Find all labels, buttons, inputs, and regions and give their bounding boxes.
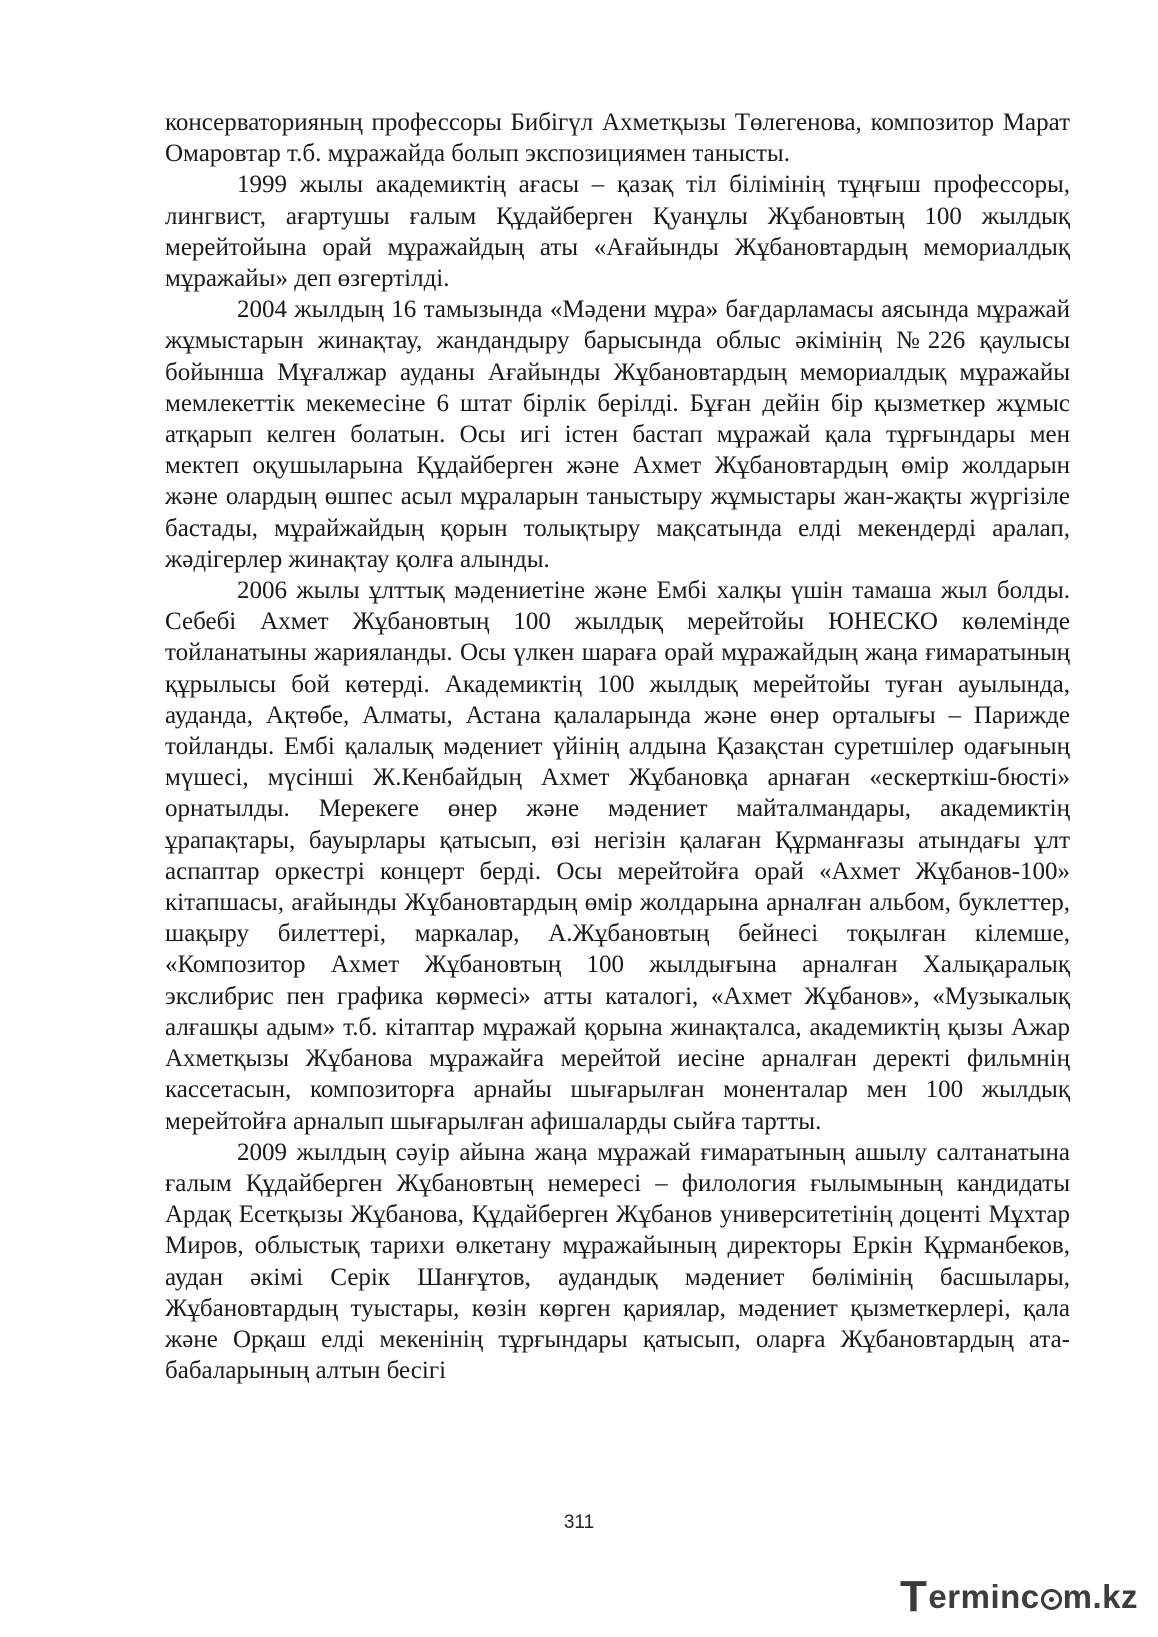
logo-text-start: erminc [928, 1578, 1040, 1615]
page-number: 311 [563, 1512, 595, 1533]
paragraph-5: 2009 жылдың сәуір айына жаңа мұражай ғимаратының ашылу салтанатына ғалым Құдайберген Жұбановтың немересі – филология ғылымының кандидаты Ардақ Есетқызы Жұбанова, Құдайберген Жұбанов университетінің доценті Мұхтар Миров, облыстық тарихи өлкетану мұражайының директоры Еркін Құрманбеков, аудан әкімі Серік Шанғұтов, аудандық мәдениет бөлімінің басшылары, Жұбановтардың туыстары, көзін көрген қариялар, мәдениет қызметкерлері, қала және Орқаш елді мекенінің тұрғындары қатысып, оларға Жұбановтардың ата-бабаларының алтын бесігі [165, 1138, 1070, 1385]
termincom-logo [900, 1574, 1138, 1620]
paragraph-2: 1999 жылы академиктің ағасы – қазақ тіл білімінің тұңғыш профессоры, лингвист, ағартушы ғалым Құдайберген Қуанұлы Жұбановтың 100 жылдық мерейтойына орай мұражайдың аты «Ағайынды Жұбановтардың мемориалдық мұражайы» деп өзгертілді. [165, 171, 1070, 293]
logo-text-end: m.kz [1062, 1578, 1138, 1615]
paragraph-3: 2004 жылдың 16 тамызында «Мәдени мұра» бағдарламасы аясында мұражай жұмыстарын жинақтау, жандандыру барысында облыс әкімінің №226 қаулысы бойынша Мұғалжар ауданы Ағайынды Жұбановтардың мемориалдық мұражайы мемлекеттік мекемесіне 6 штат бірлік берілді. Бұған дейін бір қызметкер жұмыс атқарып келген болатын. Осы игі істен бастап мұражай қала тұрғындары мен мектеп оқушыларына Құдайберген және Ахмет Жұбановтардың өмір жолдарын және олардың өшпес асыл мұраларын таныстыру жұмыстары жан-жақты жүргізіле бастады, мұрайжайдың қорын толықтыру мақсатында елді мекендерді аралап, жәдігерлер жинақтау қолға алынды. [165, 296, 1070, 573]
logo-ring-icon [1041, 1589, 1062, 1610]
paragraph-4: 2006 жылы ұлттық мәдениетіне және Ембі халқы үшін тамаша жыл болды. Себебі Ахмет Жұбановтың 100 жылдық мерейтойы ЮНЕСКО көлемінде тойланатыны жарияланды. Осы үлкен шараға орай мұражайдың жаңа ғимаратының құрылысы бой көтерді. Академиктің 100 жылдық мерейтойы туған ауылында, ауданда, Ақтөбе, Алматы, Астана қалаларында және өнер орталығы – Парижде тойланды. Ембі қалалық мәдениет үйінің алдына Қазақстан суретшілер одағының мүшесі, мүсінші Ж.Кенбайдың Ахмет Жұбановқа арнаған «ескерткіш-бюсті» орнатылды. Мерекеге өнер және мәдениет майталмандары, академиктің ұрапақтары, бауырлары қатысып, өзі негізін қалаған Құрманғазы атындағы ұлт аспаптар оркестрі концерт берді. Осы мерейтойға орай «Ахмет Жұбанов-100» кітапшасы, ағайынды Жұбановтардың өмір жолдарына арналған альбом, буклеттер, шақыру билеттері, маркалар, А.Жұбановтың бейнесі тоқылған кілемше, «Композитор Ахмет Жұбановтың 100 жылдығына арналған Халықаралық экслибрис пен графика көрмесі» атты каталогі, «Ахмет Жұбанов», «Музыкалық алғашқы адым» т.б. кітаптар мұражай қорына жинақталса, академиктің қызы Ажар Ахметқызы Жұбанова мұражайға мерейтой иесіне арналған деректі фильмнің кассетасын, композиторға арнайы шығарылған моненталар мен 100 жылдық мерейтойға арналып шығарылған афишаларды сыйға тартты. [165, 577, 1070, 1135]
page-body [165, 107, 1070, 1386]
logo-letter-t: T [900, 1572, 928, 1621]
paragraph-1: консерваторияның профессоры Бибігүл Ахметқызы Төлегенова, композитор Марат Омаровтар т.б. мұражайда болып экспозициямен танысты. [165, 109, 1070, 168]
